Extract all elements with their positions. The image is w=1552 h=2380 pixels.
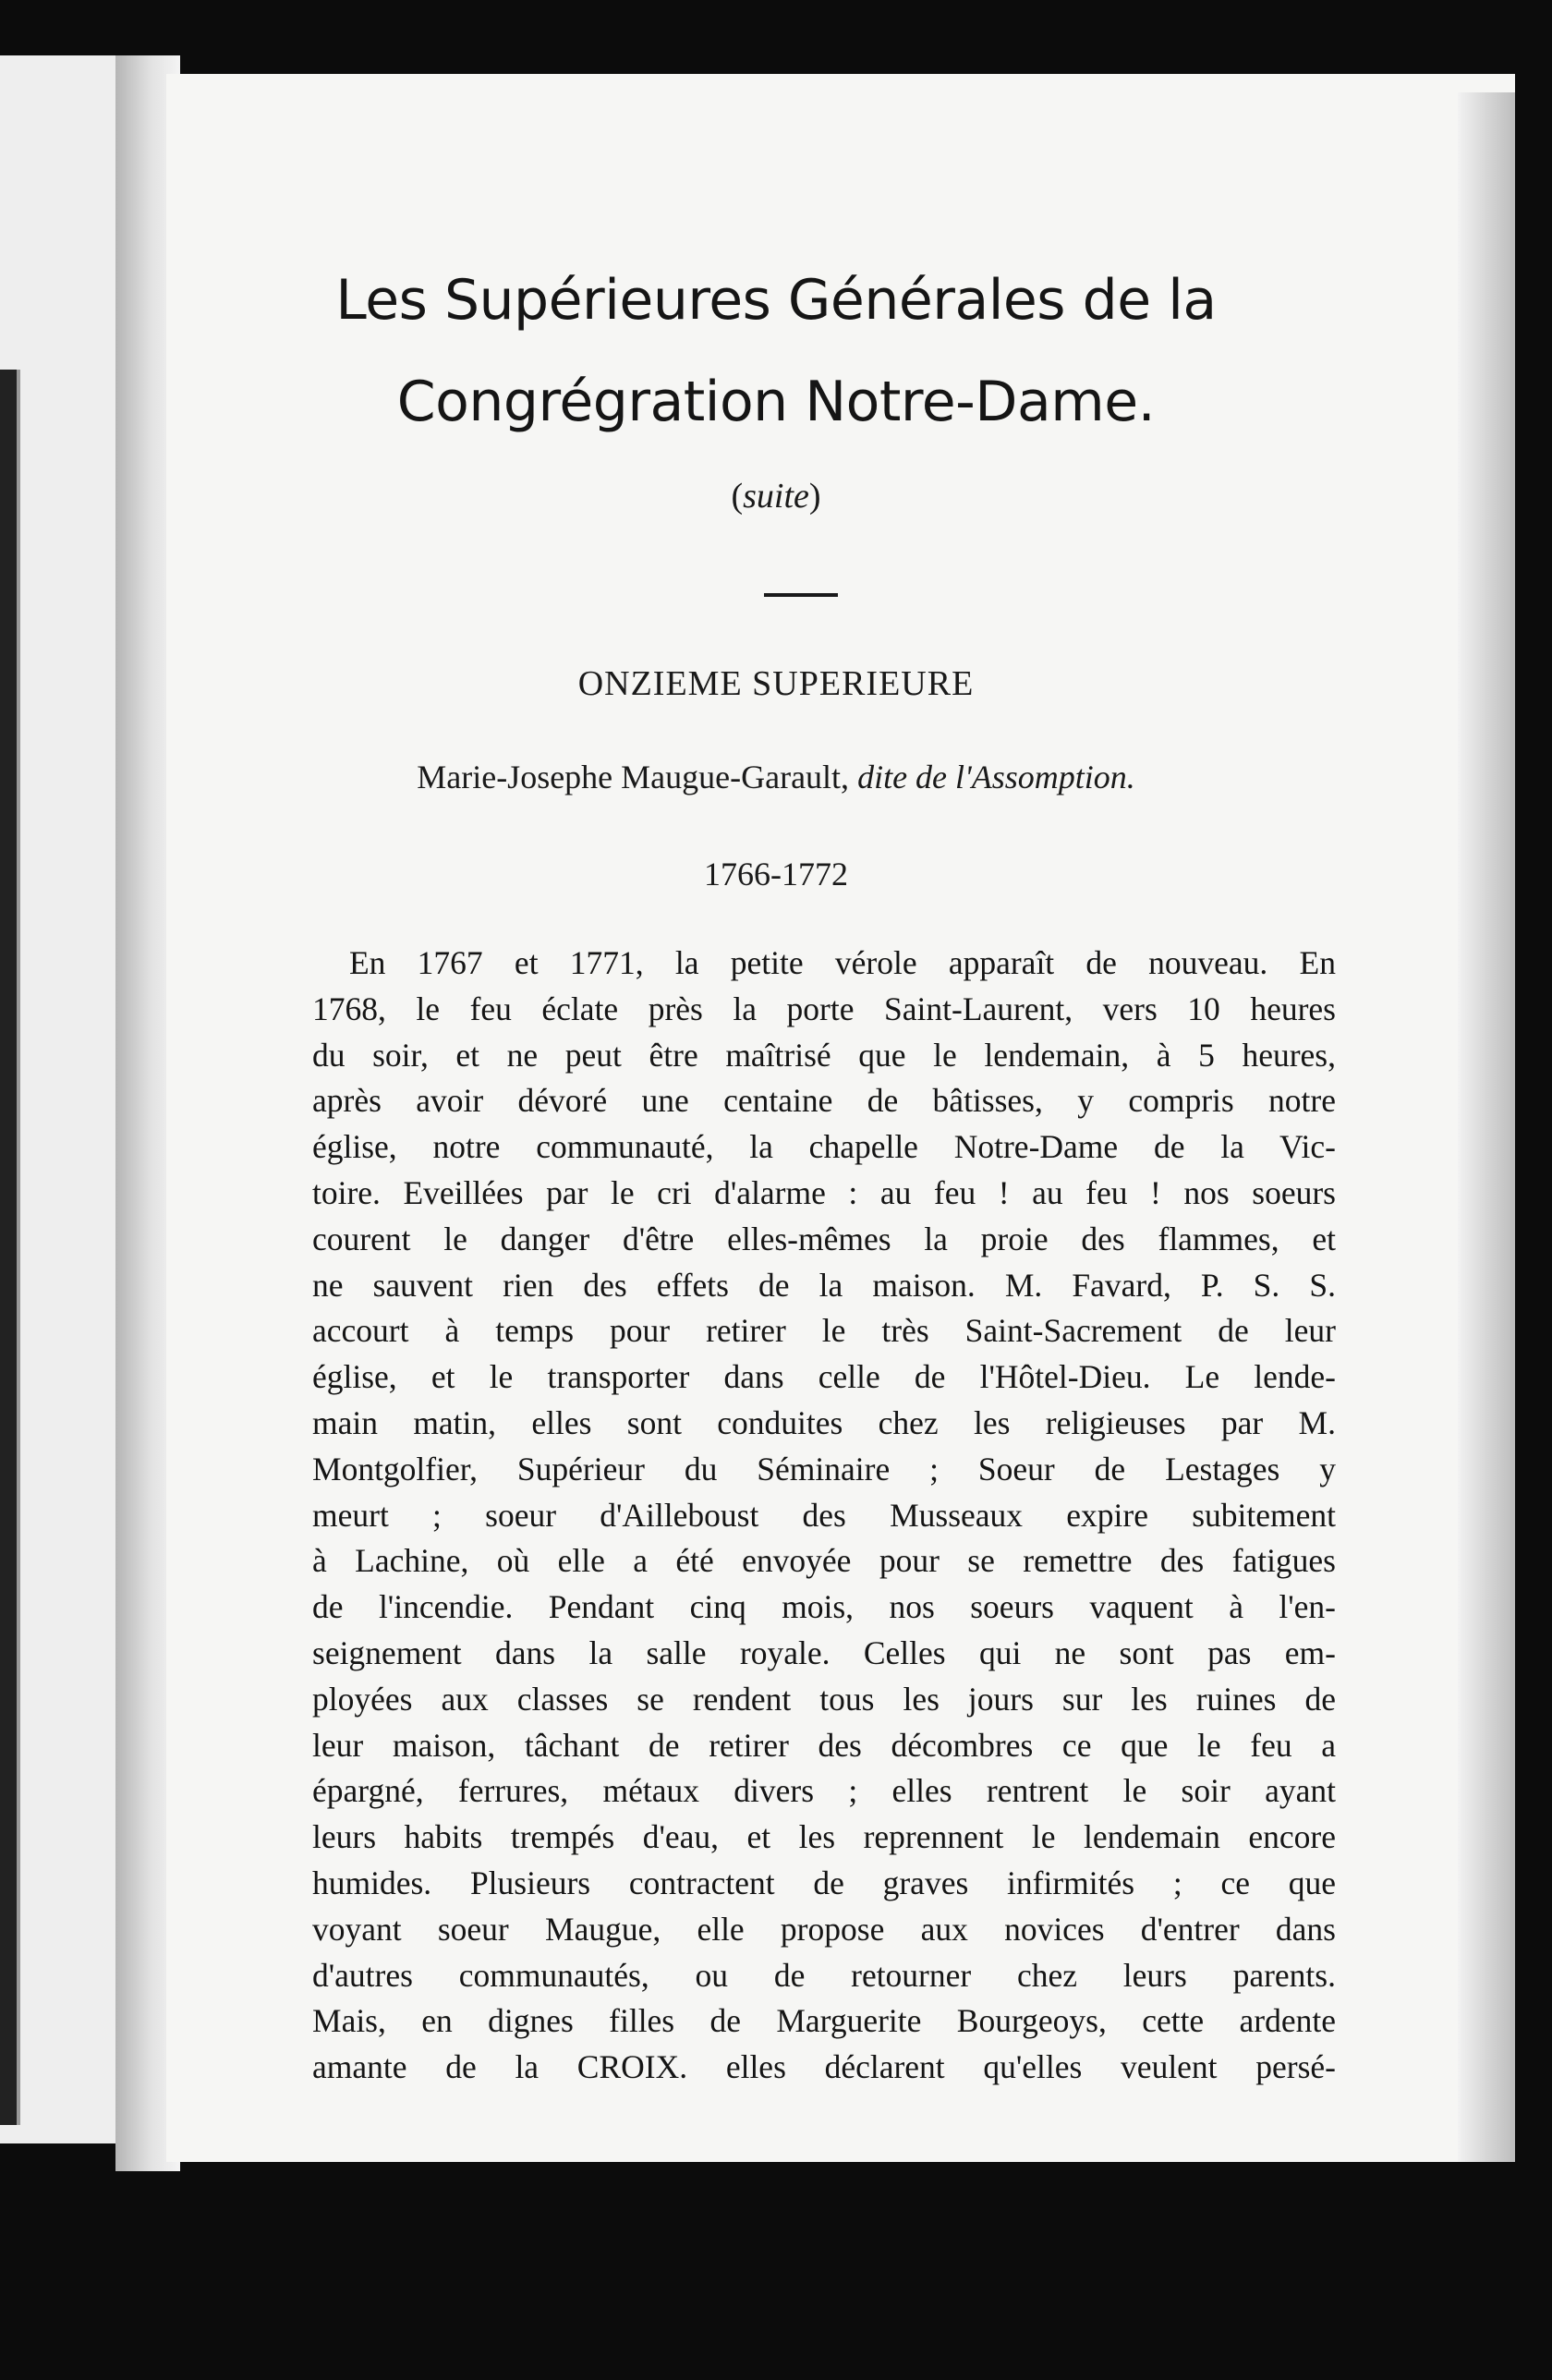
text-line: à Lachine, où elle a été envoyée pour se remettre des fatigues [312, 1542, 1336, 1580]
adjacent-page-illustration [0, 370, 20, 2125]
body-paragraph [312, 941, 1336, 2091]
title-line: Les Supérieures Générales de la [335, 268, 1217, 333]
subject-name: Marie-Josephe Maugue-Garault, [417, 759, 850, 795]
text-line: 1768, le feu éclate près la porte Saint-Laurent, vers 10 heures [312, 990, 1336, 1027]
text-line: église, notre communauté, la chapelle Notre-Dame de la Vic- [312, 1128, 1336, 1166]
section-heading: ONZIEME SUPERIEURE [577, 664, 975, 703]
text-line: humides. Plusieurs contractent de graves infirmités ; ce que [312, 1864, 1336, 1901]
subject-line [277, 758, 1275, 796]
text-line: amante de la CROIX. elles déclarent qu'elles veulent persé- [312, 2048, 1336, 2086]
text-line: après avoir dévoré une centaine de bâtisses, y compris notre [312, 1082, 1336, 1120]
text-line: courent le danger d'être elles-mêmes la proie des flammes, et [312, 1220, 1336, 1257]
page-title [277, 249, 1275, 453]
text-line: Montgolfier, Supérieur du Séminaire ; Soeur de Lestages y [312, 1450, 1336, 1488]
years-range: 1766-1772 [704, 856, 848, 892]
text-line: leurs habits trempés d'eau, et les reprennent le lendemain encore [312, 1818, 1336, 1856]
text-line: toire. Eveillées par le cri d'alarme : au feu ! au feu ! nos soeurs [312, 1173, 1336, 1211]
title-line: Congrégration Notre-Dame. [396, 370, 1156, 434]
text-line: église, et le transporter dans celle de l'Hôtel-Dieu. Le lende- [312, 1358, 1336, 1396]
text-line: de l'incendie. Pendant cinq mois, nos soeurs vaquent à l'en- [312, 1588, 1336, 1626]
divider-rule [764, 593, 838, 597]
text-line: Mais, en dignes filles de Marguerite Bourgeoys, cette ardente [312, 2002, 1336, 2040]
text-line: seignement dans la salle royale. Celles qui ne sont pas em- [312, 1633, 1336, 1671]
text-line: du soir, et ne peut être maîtrisé que le lendemain, à 5 heures, [312, 1036, 1336, 1074]
text-line: ne sauvent rien des effets de la maison. M. Favard, P. S. S. [312, 1266, 1336, 1304]
page-edge-shadow [1458, 92, 1515, 2162]
text-line: main matin, elles sont conduites chez les religieuses par M. [312, 1403, 1336, 1441]
text-line: épargné, ferrures, métaux divers ; elles rentrent le soir ayant [312, 1772, 1336, 1810]
text-line: voyant soeur Maugue, elle propose aux novices d'entrer dans [312, 1910, 1336, 1948]
subtitle: (suite) [731, 477, 821, 516]
text-line: leur maison, tâchant de retirer des décombres ce que le feu a [312, 1726, 1336, 1764]
text-line: meurt ; soeur d'Ailleboust des Musseaux expire subitement [312, 1496, 1336, 1534]
subtitle-text: suite [743, 477, 809, 516]
text-line: accourt à temps pour retirer le très Saint-Sacrement de leur [312, 1312, 1336, 1350]
subject-title: dite de l'Assomption. [857, 759, 1135, 795]
text-line: En 1767 et 1771, la petite vérole apparaît de nouveau. En [349, 944, 1336, 981]
text-line: ployées aux classes se rendent tous les jours sur les ruines de [312, 1680, 1336, 1718]
text-line: d'autres communautés, ou de retourner chez leurs parents. [312, 1956, 1336, 1994]
